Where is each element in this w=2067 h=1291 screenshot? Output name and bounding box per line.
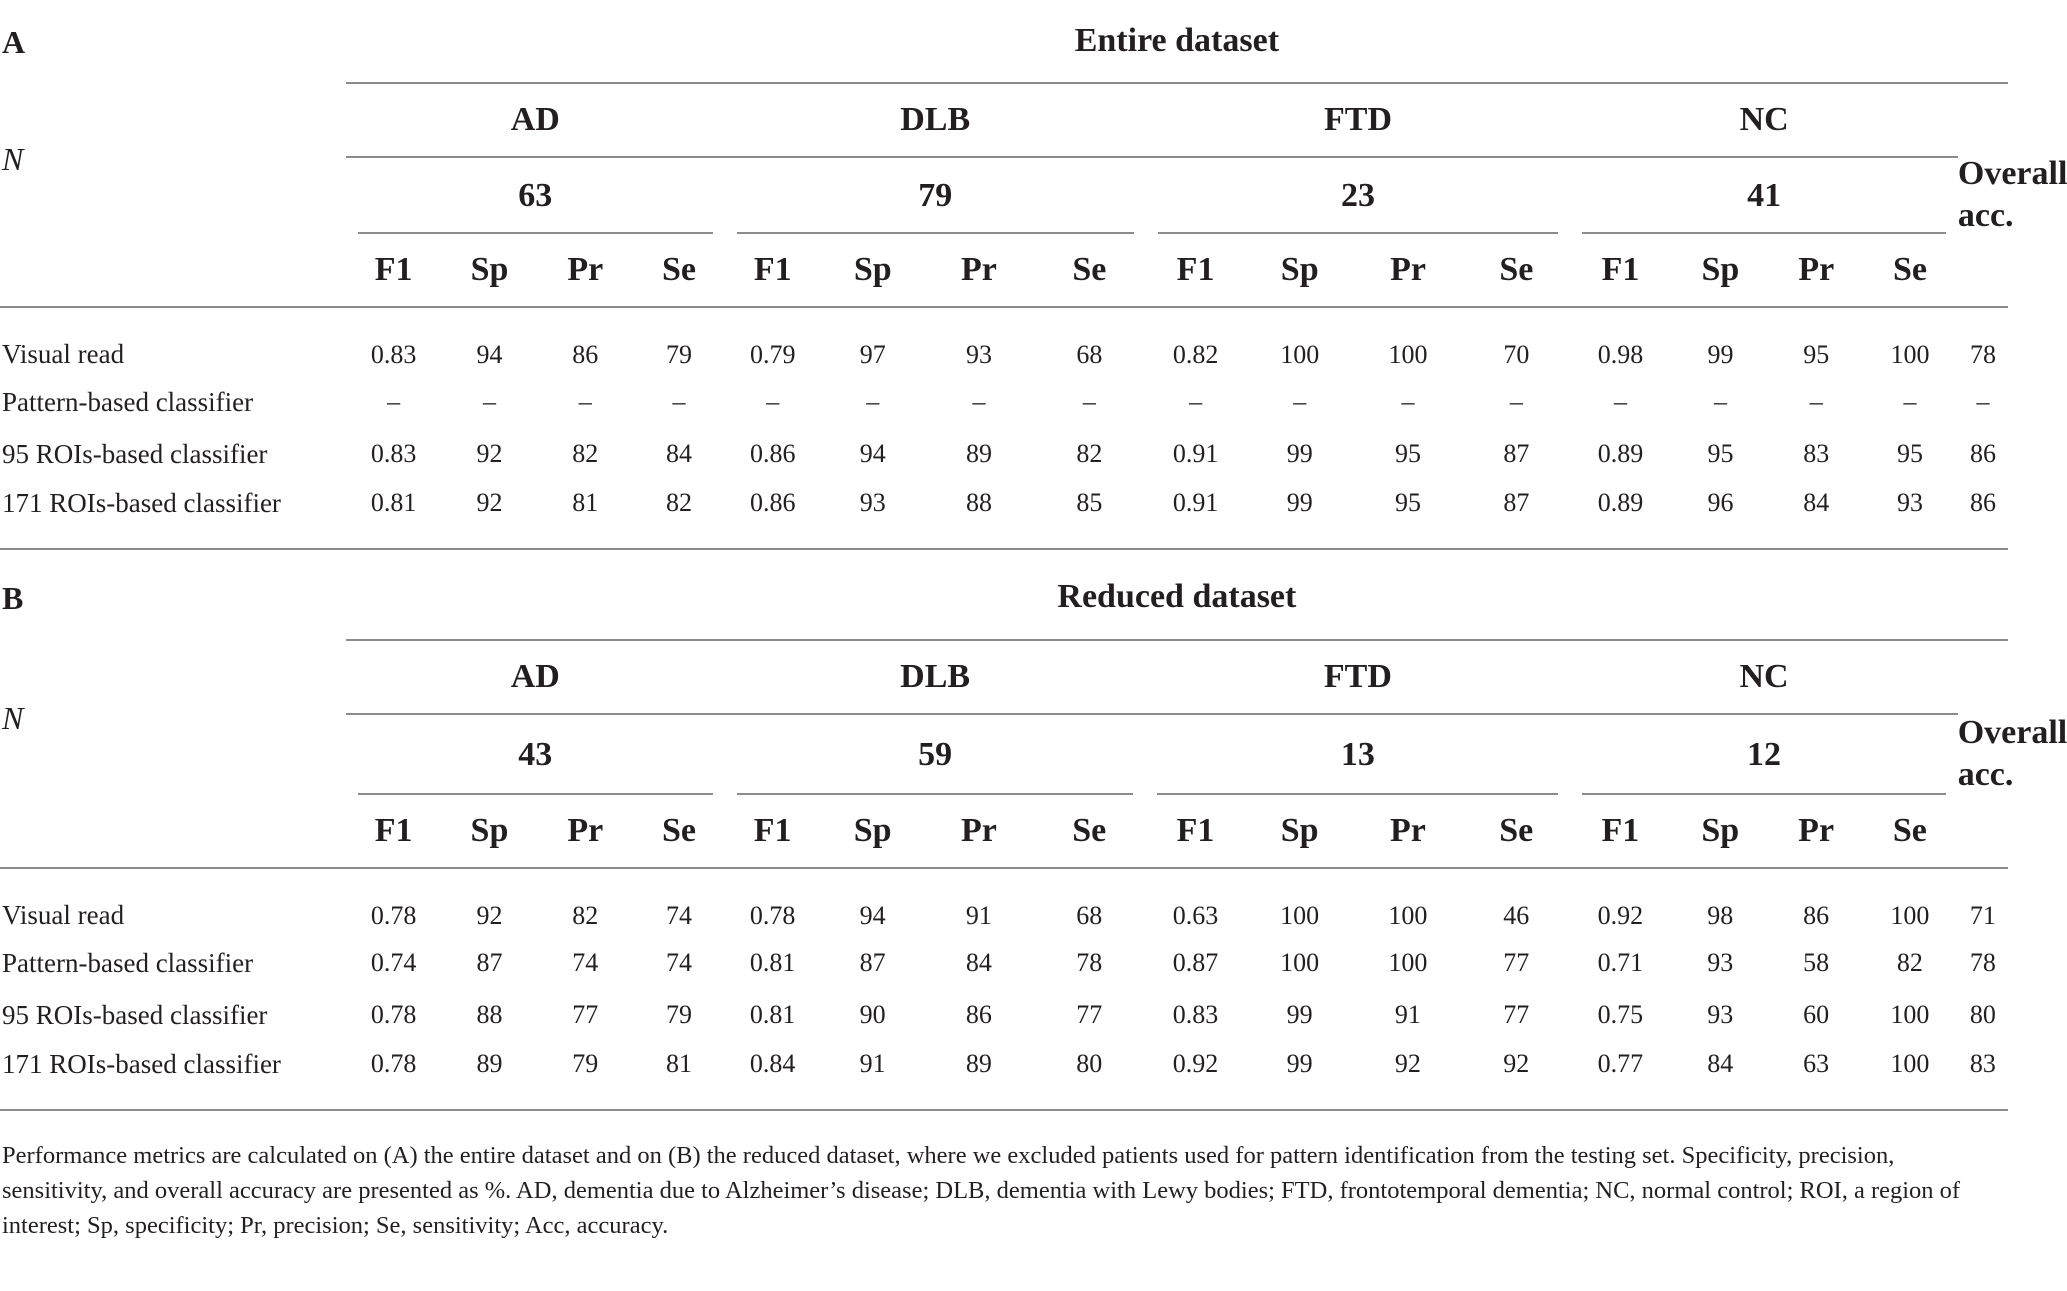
table-cell: – xyxy=(766,387,780,416)
table-cell: 94 xyxy=(859,901,886,930)
table-cell: – xyxy=(866,387,880,416)
n-value-dlb: 59 xyxy=(725,715,1146,795)
table-cell: 84 xyxy=(1670,1041,1770,1111)
metric-header: Se xyxy=(1033,795,1145,869)
panel-a-body xyxy=(0,308,2008,550)
table-cell: 86 xyxy=(965,1000,992,1029)
table-cell: 0.71 xyxy=(1597,948,1644,977)
metric-header: Sp xyxy=(1245,795,1353,869)
table-cell: 86 xyxy=(1969,439,1996,468)
n-value-nc: 41 xyxy=(1570,158,1957,234)
metric-header: Pr xyxy=(1354,234,1462,308)
table-cell: 77 xyxy=(572,1000,599,1029)
row-label: Pattern-based classifier xyxy=(2,386,254,417)
n-value-dlb: 79 xyxy=(725,158,1146,234)
panel-b xyxy=(0,555,2067,1111)
table-cell: 78 xyxy=(1076,948,1103,977)
n-label: N xyxy=(2,699,24,736)
table-cell: 0.83 xyxy=(1172,1000,1219,1029)
table-cell: 99 xyxy=(1246,480,1354,550)
table-cell: 78 xyxy=(1969,948,1996,977)
metric-header: F1 xyxy=(346,795,442,869)
table-cell: 92 xyxy=(1462,1041,1570,1111)
metric-header: Sp xyxy=(1670,234,1770,308)
table-cell: 83 xyxy=(1958,1041,2008,1111)
table-row xyxy=(0,376,2008,428)
table-cell: – xyxy=(1082,387,1096,416)
table-cell: 0.98 xyxy=(1597,340,1644,369)
table-cell: – xyxy=(1809,387,1823,416)
table-cell: – xyxy=(972,387,986,416)
table-cell: 74 xyxy=(572,948,599,977)
table-cell: 93 xyxy=(965,340,992,369)
overall-label-line1: Overall xyxy=(1957,713,2067,751)
table-cell: 80 xyxy=(1033,1041,1145,1111)
table-cell: 78 xyxy=(1969,340,1996,369)
table-cell: 93 xyxy=(821,480,925,550)
table-cell: – xyxy=(1613,387,1627,416)
table-cell: – xyxy=(1713,387,1727,416)
overall-accuracy-header xyxy=(1957,84,2067,308)
table-cell: 0.74 xyxy=(370,948,417,977)
table-row xyxy=(0,937,2008,989)
panel-letter: A xyxy=(2,23,26,60)
n-value-ad: 43 xyxy=(346,715,725,795)
group-header-dlb: DLB xyxy=(725,641,1146,715)
table-cell: 91 xyxy=(1394,1000,1421,1029)
row-label: 95 ROIs-based classifier xyxy=(2,999,268,1030)
table-row xyxy=(0,1041,2008,1111)
table-cell: 0.84 xyxy=(725,1041,821,1111)
table-cell: 100 xyxy=(1890,901,1930,930)
table-cell: – xyxy=(1903,387,1917,416)
row-label: 171 ROIs-based classifier xyxy=(0,480,346,550)
table-cell: 90 xyxy=(859,1000,886,1029)
table-cell: 74 xyxy=(665,948,692,977)
metric-header: Pr xyxy=(1770,795,1862,869)
results-table-entire xyxy=(0,0,2067,550)
table-cell: 89 xyxy=(965,439,992,468)
overall-label-line2: acc. xyxy=(1957,197,2014,234)
group-header-ftd: FTD xyxy=(1145,641,1570,715)
group-header-ad: AD xyxy=(346,641,725,715)
metric-header: F1 xyxy=(346,234,442,308)
table-cell: – xyxy=(578,387,592,416)
table-cell: – xyxy=(387,387,401,416)
metric-header: Sp xyxy=(821,795,925,869)
table-cell: 46 xyxy=(1503,901,1530,930)
table-cell: 95 xyxy=(1707,439,1734,468)
metric-header: Pr xyxy=(537,234,633,308)
dataset-title: Reduced dataset xyxy=(346,555,2008,641)
row-label: Visual read xyxy=(2,900,125,930)
table-cell: – xyxy=(672,387,686,416)
table-cell: 63 xyxy=(1770,1041,1862,1111)
table-cell: – xyxy=(482,387,496,416)
table-cell: 82 xyxy=(572,439,599,468)
table-cell: 93 xyxy=(1707,948,1734,977)
overall-label-line2: acc. xyxy=(1957,756,2014,793)
table-cell: 68 xyxy=(1076,340,1103,369)
table-cell: 95 xyxy=(1896,439,1923,468)
table-cell: 77 xyxy=(1503,948,1530,977)
table-cell: 89 xyxy=(925,1041,1033,1111)
table-cell: 100 xyxy=(1280,340,1320,369)
metric-header: F1 xyxy=(1145,795,1245,869)
n-label: N xyxy=(2,140,24,177)
table-cell: 0.92 xyxy=(1597,901,1644,930)
table-cell: 81 xyxy=(537,480,633,550)
table-cell: 92 xyxy=(1354,1041,1462,1111)
table-cell: 94 xyxy=(476,340,503,369)
table-cell: 95 xyxy=(1803,340,1830,369)
table-cell: 92 xyxy=(476,439,503,468)
table-cell: 81 xyxy=(633,1041,725,1111)
table-cell: 87 xyxy=(859,948,886,977)
table-cell: – xyxy=(1293,387,1307,416)
table-cell: 92 xyxy=(476,901,503,930)
table-cell: 85 xyxy=(1033,480,1145,550)
table-cell: 93 xyxy=(1707,1000,1734,1029)
table-cell: 100 xyxy=(1388,901,1428,930)
table-cell: 79 xyxy=(666,340,693,369)
table-cell: 82 xyxy=(572,901,599,930)
table-cell: 99 xyxy=(1245,1041,1353,1111)
metric-header: Se xyxy=(1462,234,1570,308)
header-spacer xyxy=(0,234,346,308)
table-cell: 100 xyxy=(1280,901,1320,930)
metric-header: Sp xyxy=(442,234,538,308)
table-cell: 0.78 xyxy=(346,1041,442,1111)
table-cell: 0.81 xyxy=(346,480,442,550)
dataset-title: Entire dataset xyxy=(346,0,2008,84)
metric-header: Se xyxy=(1462,795,1570,869)
table-cell: 98 xyxy=(1707,901,1734,930)
metric-header: Se xyxy=(1862,795,1958,869)
table-cell: 0.77 xyxy=(1570,1041,1670,1111)
metric-header: Sp xyxy=(442,795,538,869)
table-cell: 84 xyxy=(1770,480,1862,550)
metric-header: F1 xyxy=(1570,234,1670,308)
table-cell: 86 xyxy=(1958,480,2008,550)
row-label: 171 ROIs-based classifier xyxy=(0,1041,346,1111)
table-row xyxy=(0,480,2008,550)
n-value-ftd: 13 xyxy=(1145,715,1570,795)
table-cell: 0.87 xyxy=(1172,948,1219,977)
table-cell: 60 xyxy=(1803,1000,1830,1029)
table-cell: 100 xyxy=(1890,340,1930,369)
table-cell: 95 xyxy=(1395,439,1422,468)
table-cell: 99 xyxy=(1286,439,1313,468)
table-cell: 100 xyxy=(1388,340,1428,369)
table-cell: 0.91 xyxy=(1146,480,1246,550)
table-cell: 0.86 xyxy=(750,439,796,468)
table-cell: 0.81 xyxy=(749,1000,796,1029)
table-cell: 80 xyxy=(1969,1000,1996,1029)
table-cell: – xyxy=(1401,387,1415,416)
group-header-nc: NC xyxy=(1570,84,1957,158)
table-cell: – xyxy=(1976,387,1990,416)
metric-header: Se xyxy=(633,795,725,869)
table-cell: 87 xyxy=(1462,480,1570,550)
metric-header: Se xyxy=(1033,234,1145,308)
table-cell: 82 xyxy=(1896,948,1923,977)
metric-header: Sp xyxy=(821,234,925,308)
metric-header: Pr xyxy=(1354,795,1462,869)
table-cell: 0.92 xyxy=(1145,1041,1245,1111)
table-row xyxy=(0,428,2008,480)
table-cell: 100 xyxy=(1890,1000,1930,1029)
table-cell: 0.63 xyxy=(1172,901,1219,930)
table-cell: 70 xyxy=(1503,340,1530,369)
table-cell: 0.89 xyxy=(1570,480,1670,550)
metric-header: Sp xyxy=(1670,795,1770,869)
table-cell: 58 xyxy=(1803,948,1830,977)
overall-accuracy-header xyxy=(1957,641,2067,869)
table-cell: 95 xyxy=(1354,480,1462,550)
metric-header: F1 xyxy=(1146,234,1246,308)
group-header-dlb: DLB xyxy=(725,84,1146,158)
row-label: Visual read xyxy=(2,339,125,369)
table-cell: 79 xyxy=(537,1041,633,1111)
table-cell: 92 xyxy=(442,480,538,550)
table-cell: 91 xyxy=(821,1041,925,1111)
table-row xyxy=(0,989,2008,1041)
table-row xyxy=(0,869,2008,937)
metric-header: Pr xyxy=(925,795,1033,869)
row-label: Pattern-based classifier xyxy=(2,947,254,978)
table-cell: 77 xyxy=(1076,1000,1103,1029)
header-spacer xyxy=(0,795,346,869)
table-cell: 0.78 xyxy=(749,901,796,930)
table-cell: 97 xyxy=(859,340,886,369)
panel-b-body xyxy=(0,869,2008,1111)
table-cell: 82 xyxy=(633,480,725,550)
table-cell: 0.91 xyxy=(1172,439,1219,468)
table-cell: 84 xyxy=(965,948,992,977)
table-cell: 74 xyxy=(665,901,692,930)
table-cell: 0.78 xyxy=(370,901,417,930)
metric-header: F1 xyxy=(1570,795,1670,869)
table-cell: 86 xyxy=(572,340,599,369)
table-cell: 82 xyxy=(1076,439,1103,468)
table-cell: – xyxy=(1509,387,1523,416)
table-cell: 77 xyxy=(1503,1000,1530,1029)
table-cell: 93 xyxy=(1862,480,1958,550)
table-cell: 0.83 xyxy=(370,340,417,369)
table-cell: 0.86 xyxy=(725,480,821,550)
table-cell: 100 xyxy=(1862,1041,1958,1111)
table-cell: 91 xyxy=(965,901,992,930)
metric-header: Pr xyxy=(1770,234,1862,308)
results-table-reduced xyxy=(0,555,2067,1111)
table-cell: 86 xyxy=(1803,901,1830,930)
table-cell: 89 xyxy=(442,1041,538,1111)
metric-header: Pr xyxy=(537,795,633,869)
table-cell: 88 xyxy=(925,480,1033,550)
table-cell: 94 xyxy=(859,439,886,468)
table-cell: 83 xyxy=(1803,439,1830,468)
group-header-ftd: FTD xyxy=(1146,84,1571,158)
table-cell: 68 xyxy=(1076,901,1103,930)
table-cell: 79 xyxy=(665,1000,692,1029)
table-caption: Performance metrics are calculated on (A) the entire dataset and on (B) the reduced dataset, where we excluded patients used for pattern identification from the testing set. Specificity, precision, sensitivity, and overall accuracy are presented as %. AD, dementia due to Alzheimer’s disease; DLB, dementia with Lewy bodies; FTD, frontotemporal dementia; NC, normal control; ROI, a region of interest; Sp, specificity; Pr, precision; Se, sensitivity; Acc, accuracy. xyxy=(2,1142,1961,1239)
table-cell: 99 xyxy=(1707,340,1734,369)
metric-header: Se xyxy=(1862,234,1958,308)
n-value-nc: 12 xyxy=(1570,715,1957,795)
panel-letter: B xyxy=(2,579,24,616)
table-cell: 99 xyxy=(1286,1000,1313,1029)
table-cell: 84 xyxy=(666,439,693,468)
table-cell: – xyxy=(1189,387,1203,416)
overall-label-line1: Overall xyxy=(1957,154,2067,192)
metric-header: Sp xyxy=(1246,234,1354,308)
table-cell: 0.89 xyxy=(1597,439,1644,468)
group-header-ad: AD xyxy=(346,84,725,158)
table-cell: 0.75 xyxy=(1597,1000,1644,1029)
table-cell: 87 xyxy=(476,948,503,977)
table-row xyxy=(0,308,2008,376)
metric-header: F1 xyxy=(725,795,821,869)
table-cell: 0.81 xyxy=(749,948,796,977)
panel-a xyxy=(0,0,2067,550)
table-cell: 100 xyxy=(1280,948,1320,977)
table-cell: 0.78 xyxy=(370,1000,417,1029)
table-cell: 71 xyxy=(1969,901,1996,930)
n-value-ad: 63 xyxy=(346,158,725,234)
table-cell: 0.83 xyxy=(370,439,417,468)
row-label: 95 ROIs-based classifier xyxy=(2,438,268,469)
table-cell: 100 xyxy=(1388,948,1428,977)
table-cell: 0.79 xyxy=(750,340,796,369)
group-header-nc: NC xyxy=(1570,641,1957,715)
metric-header: F1 xyxy=(725,234,821,308)
table-cell: 88 xyxy=(476,1000,503,1029)
table-cell: 87 xyxy=(1503,439,1530,468)
metric-header: Pr xyxy=(925,234,1033,308)
table-cell: 0.82 xyxy=(1172,340,1219,369)
metric-header: Se xyxy=(633,234,725,308)
n-value-ftd: 23 xyxy=(1146,158,1571,234)
table-cell: 96 xyxy=(1670,480,1770,550)
